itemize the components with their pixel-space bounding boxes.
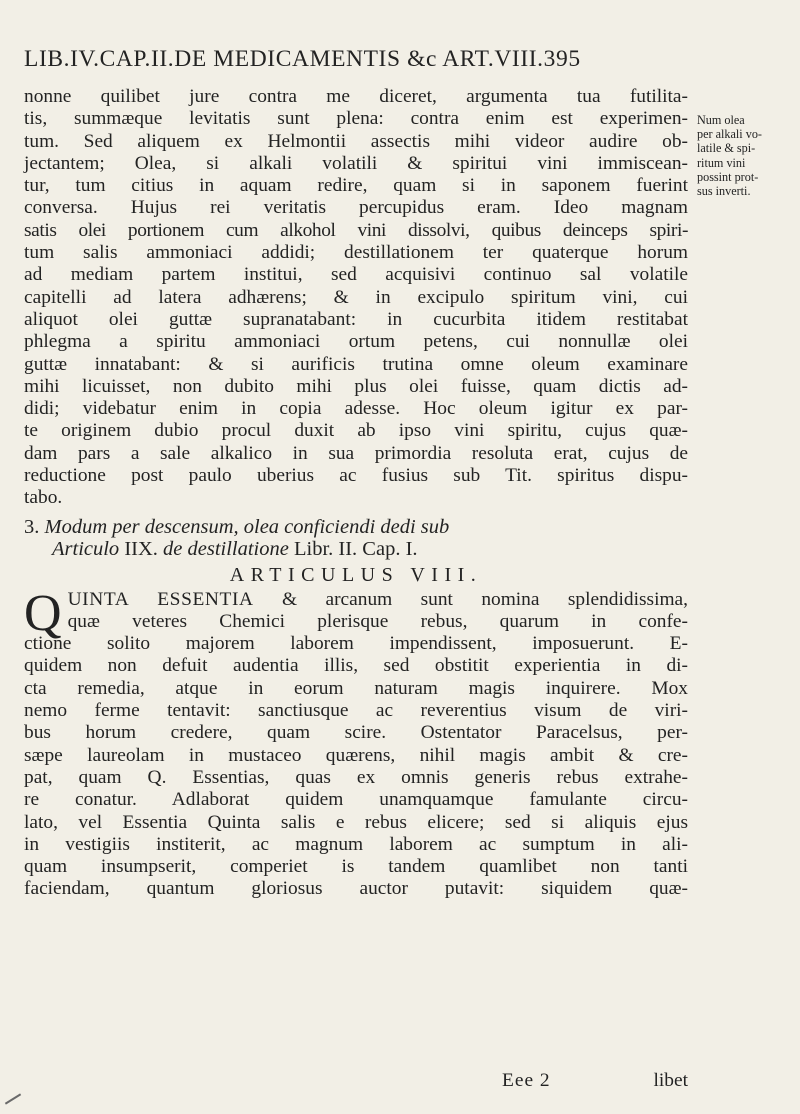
article-body bbox=[24, 584, 688, 901]
paragraph-continuation bbox=[24, 86, 688, 510]
text-line: tum salis ammoniaci addidi; destillationem ter quaterque horum bbox=[24, 242, 688, 264]
section-number: 3. bbox=[24, 515, 40, 538]
text-line: guttæ innatabant: & si aurificis trutina omne oleum examinare bbox=[24, 353, 688, 375]
margin-note-line: sus inverti. bbox=[697, 184, 751, 199]
text-fragment: & arcanum sunt nomina splendidissima, bbox=[253, 588, 688, 610]
running-header: LIB.IV.CAP.II.DE MEDICAMENTIS &c ART.VIII.395 bbox=[24, 46, 581, 72]
section-reference: Libr. II. Cap. I. bbox=[293, 537, 418, 560]
section-numeral: IIX. bbox=[124, 537, 158, 560]
text-line: capitelli ad latera adhærens; & in excipulo spiritum vini, cui bbox=[24, 286, 688, 308]
text-line: sæpe laureolam in mustaceo quærens, nihil magis ambit & cre- bbox=[24, 744, 688, 766]
text-line: nemo ferme tentavit: sanctiusque ac reverentius visum de viri- bbox=[24, 700, 688, 722]
text-line: faciendam, quantum gloriosus auctor putavit: siquidem quæ- bbox=[24, 878, 688, 900]
catchword: libet bbox=[653, 1070, 688, 1091]
text-line: ctione solito majorem laborem impendissent, imposuerunt. E- bbox=[24, 633, 688, 655]
section-article-word: Articulo bbox=[52, 537, 120, 560]
section-line-1: Modum per descensum, olea conficiendi dedi sub bbox=[44, 515, 450, 538]
text-line: satis olei portionem cum alkohol vini dissolvi, quibus deinceps spiri- bbox=[24, 219, 688, 241]
text-line: conversa. Hujus rei veritatis percupidus eram. Ideo magnam bbox=[24, 197, 688, 219]
text-line: tabo. bbox=[24, 487, 63, 509]
article-first-words: UINTA ESSENTIA bbox=[67, 588, 254, 610]
text-line: tum. Sed aliquem ex Helmontii assectis mihi videor audire ob- bbox=[24, 130, 688, 152]
text-line: mihi licuisset, non dubito mihi plus olei fuisse, quam dictis ad- bbox=[24, 375, 688, 397]
text-line: quidem non defuit audentia illis, sed obstitit experientia in di- bbox=[24, 655, 688, 677]
margin-note-line: latile & spi- bbox=[697, 141, 756, 156]
text-line: cta remedia, atque in eorum naturam magis inquirere. Mox bbox=[24, 677, 688, 699]
text-line: tis, summæque levitatis sunt plena: contra enim est experimen- bbox=[24, 108, 688, 130]
margin-note-line: Num olea bbox=[697, 113, 745, 127]
margin-note bbox=[697, 113, 797, 198]
section-topic: de destillatione bbox=[163, 537, 289, 560]
text-line: tur, tum citius in aquam redire, quam si in saponem fuerint bbox=[24, 175, 688, 197]
text-line: ad mediam partem institui, sed acquisivi continuo sal volatile bbox=[24, 264, 688, 286]
section-3-subheading bbox=[52, 538, 688, 560]
margin-note-line: per alkali vo- bbox=[697, 127, 762, 142]
margin-note-line: ritum vini bbox=[697, 155, 746, 170]
pen-mark bbox=[5, 1093, 21, 1104]
text-line: aliquot olei guttæ supranatabant: in cucurbita itidem restitabat bbox=[24, 308, 688, 330]
text-line: didi; videbatur enim in copia adesse. Hoc oleum igitur ex par- bbox=[24, 398, 688, 420]
text-line: quam insumpserit, comperiet is tandem quamlibet non tanti bbox=[24, 856, 688, 878]
text-line: quæ veteres Chemici plerisque rebus, quarum in confe- bbox=[67, 610, 688, 632]
text-line: bus horum credere, quam scire. Ostentator Paracelsus, per- bbox=[24, 722, 688, 744]
text-line: te originem dubio procul duxit ab ipso vini spiritu, cujus quæ- bbox=[24, 420, 688, 442]
text-line: dam pars a sale alkalico in sua primordia resoluta erat, cujus de bbox=[24, 442, 688, 464]
article-heading: ARTICULUS VIII. bbox=[229, 564, 483, 587]
text-line: phlegma a spiritu ammoniaci ortum petens, cui nonnullæ olei bbox=[24, 331, 688, 353]
text-line: jectantem; Olea, si alkali volatili & spiritui vini immiscean- bbox=[24, 152, 688, 174]
drop-capital: Q bbox=[24, 584, 62, 642]
text-line: pat, quam Q. Essentias, quas ex omnis generis rebus extrahe- bbox=[24, 766, 688, 788]
margin-note-line: possint prot- bbox=[697, 169, 759, 184]
text-line: lato, vel Essentia Quinta salis e rebus elicere; sed si aliquis ejus bbox=[24, 811, 688, 833]
text-line: in vestigiis institerit, ac magnum laborem ac sumptum in ali- bbox=[24, 833, 688, 855]
text-line: re conatur. Adlaborat quidem unamquamque famulante circu- bbox=[24, 789, 688, 811]
text-line bbox=[24, 589, 688, 611]
signature-mark: Eee 2 bbox=[502, 1070, 551, 1091]
main-text bbox=[24, 86, 688, 901]
text-line: nonne quilibet jure contra me diceret, argumenta tua futilita- bbox=[24, 86, 688, 107]
section-3-heading bbox=[24, 516, 688, 538]
text-line: reductione post paulo uberius ac fusius sub Tit. spiritus dispu- bbox=[24, 465, 688, 487]
